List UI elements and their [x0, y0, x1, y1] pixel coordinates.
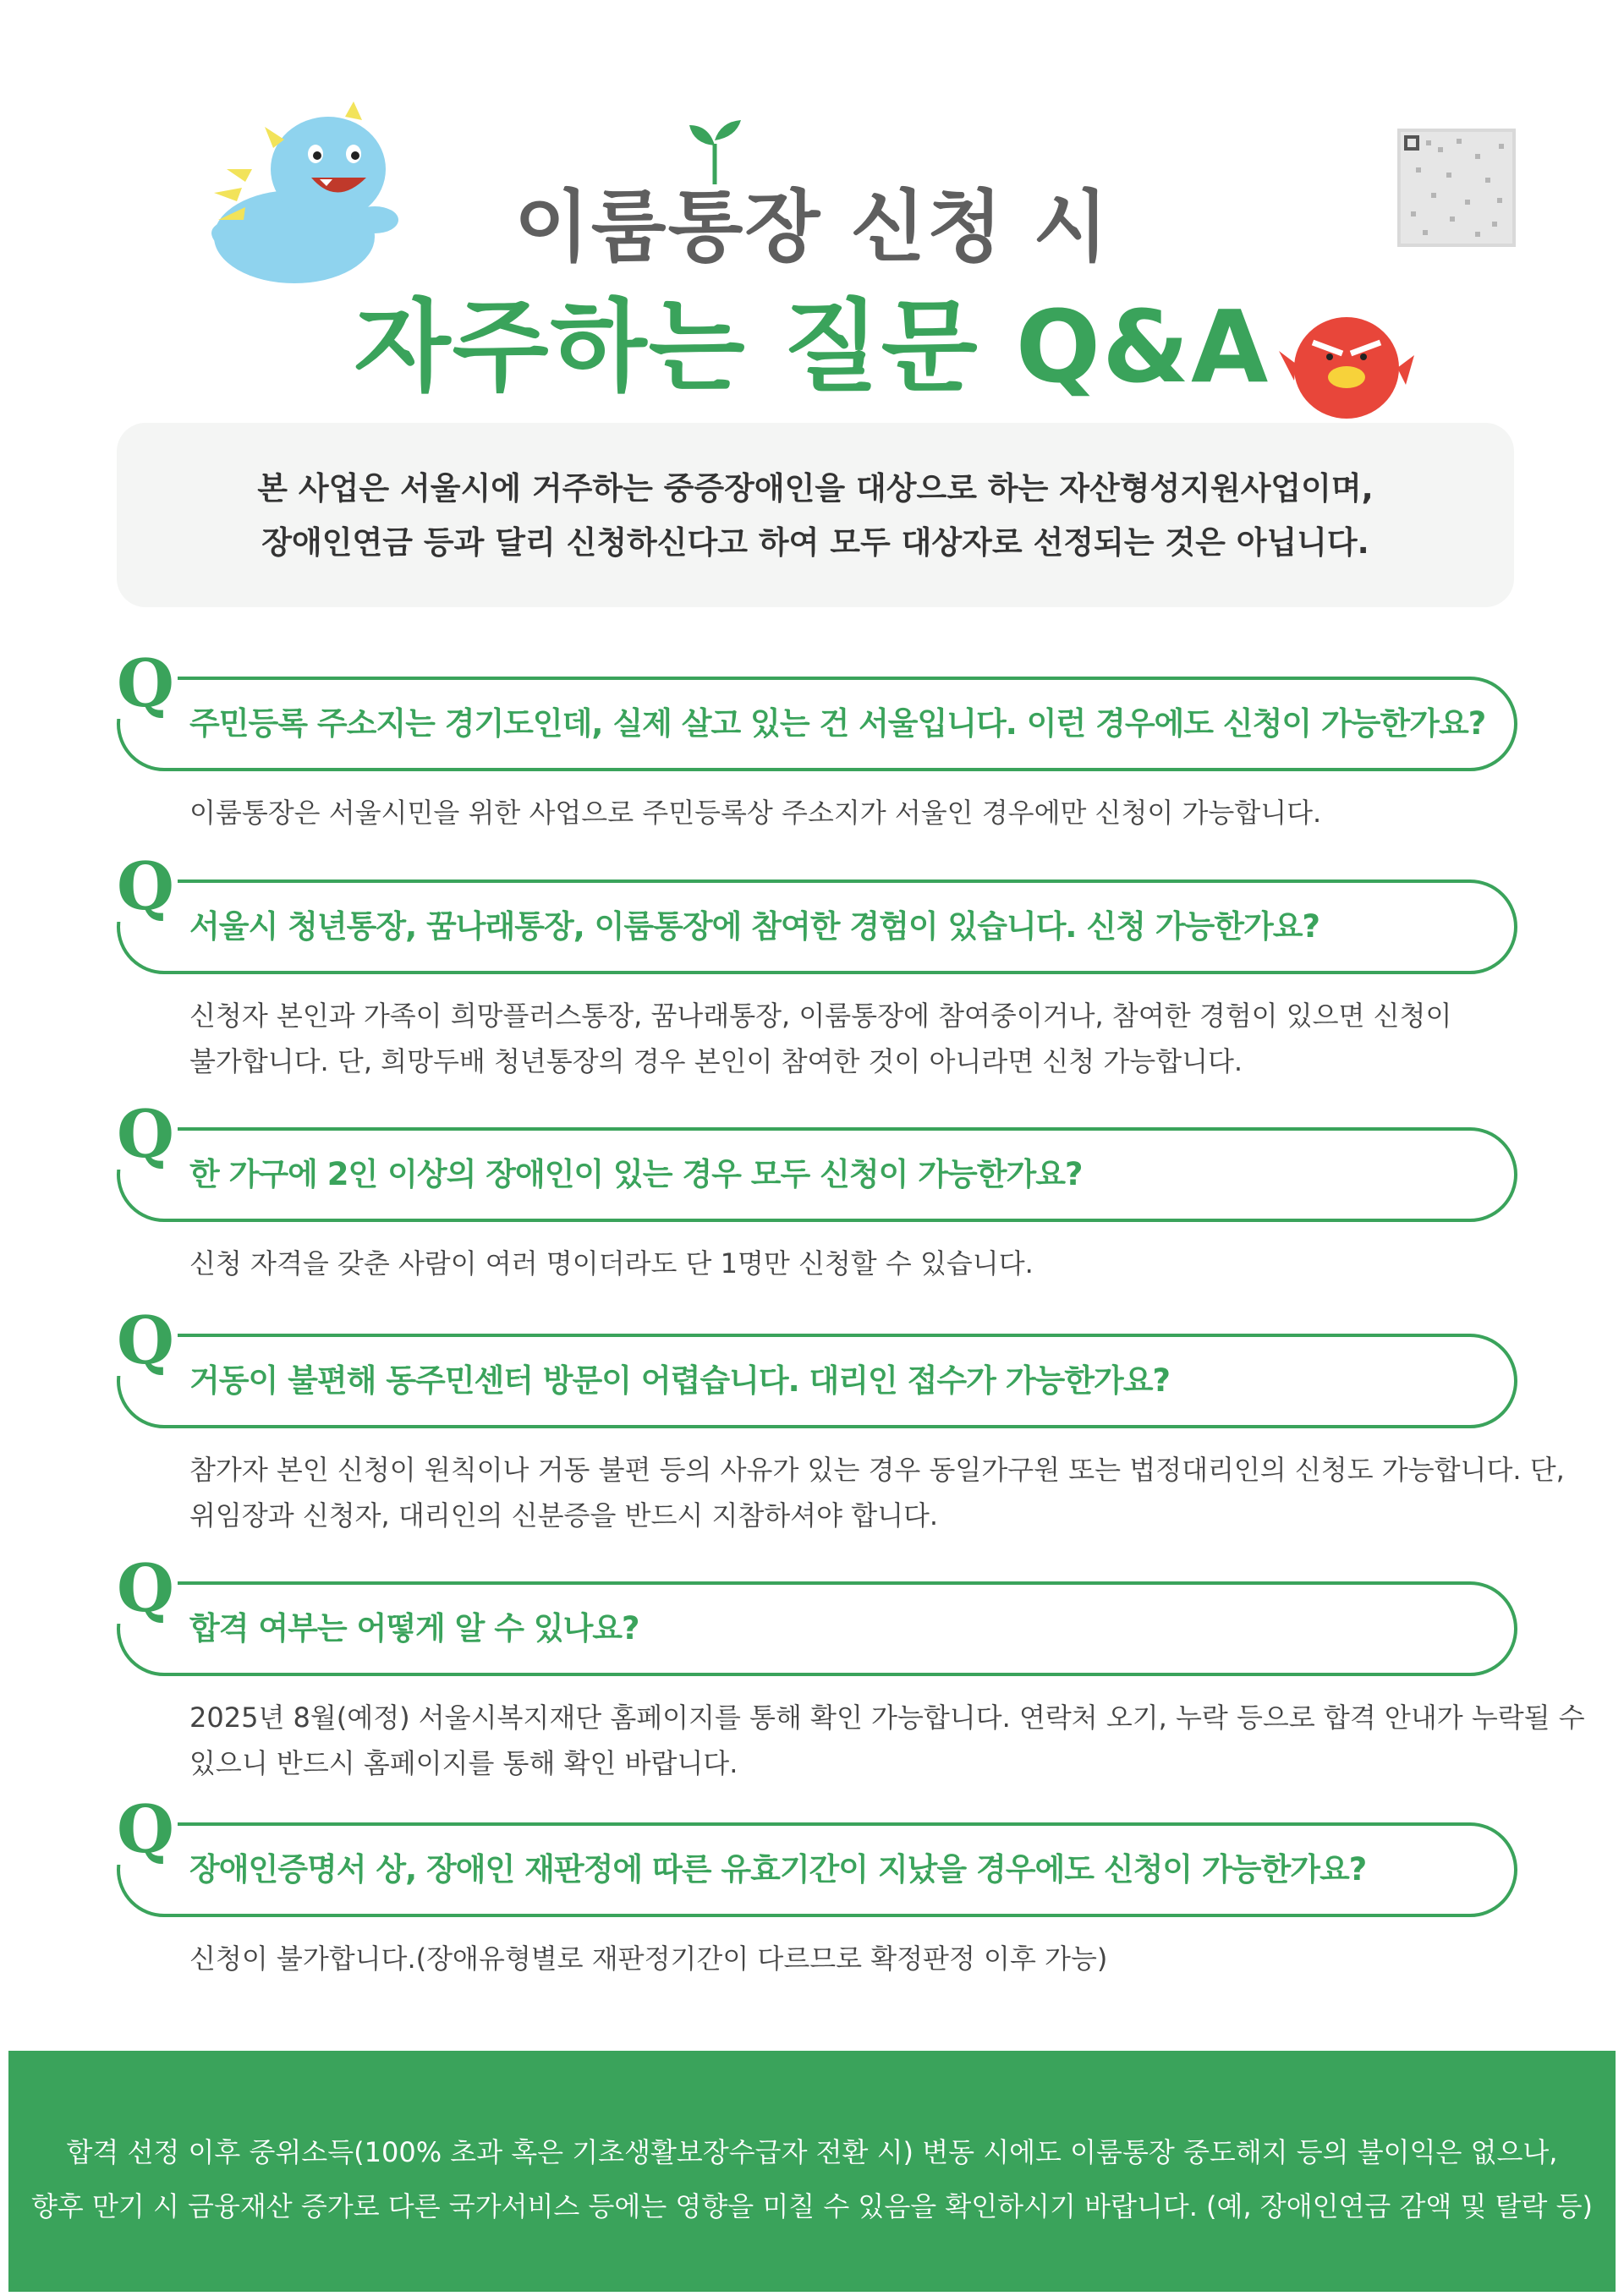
page-title-line1: 이룸통장 신청 시 — [513, 182, 1111, 272]
answer-line: 있으니 반드시 홈페이지를 통해 확인 바랍니다. — [189, 1747, 738, 1779]
question-pill — [117, 848, 1517, 974]
qa-item-2 — [117, 848, 1517, 1084]
intro-notice-box — [117, 423, 1514, 607]
answer-line: 불가합니다. 단, 희망두배 청년통장의 경우 본인이 참여한 것이 아니라면 신청 가능합니다. — [189, 1045, 1243, 1077]
q-marker-icon: Q — [113, 1795, 178, 1865]
answer-line: 2025년 8월(예정) 서울시복지재단 홈페이지를 통해 확인 가능합니다. 연락처 오기, 누락 등으로 합격 안내가 누락될 수 — [189, 1701, 1585, 1734]
red-bird-mascot-icon — [1279, 304, 1414, 426]
qa-item-3 — [117, 1096, 1517, 1286]
qa-item-1 — [117, 645, 1517, 836]
answer-line: 이룸통장은 서울시민을 위한 사업으로 주민등록상 주소지가 서울인 경우에만 신청이 가능합니다. — [189, 797, 1322, 829]
intro-line-2: 장애인연금 등과 달리 신청하신다고 하여 모두 대상자로 선정되는 것은 아닙니다. — [261, 524, 1369, 561]
footer-notice-band — [8, 2051, 1616, 2292]
answer-line: 위임장과 신청자, 대리인의 신분증을 반드시 지참하셔야 합니다. — [189, 1499, 939, 1532]
answer-line: 신청이 불가합니다.(장애유형별로 재판정기간이 다르므로 확정판정 이후 가능) — [189, 1943, 1108, 1975]
question-text: 합격 여부는 어떻게 알 수 있나요? — [189, 1610, 639, 1647]
qa-item-4 — [117, 1302, 1565, 1538]
answer-text — [189, 1241, 1509, 1286]
q-marker-icon: Q — [113, 1307, 178, 1376]
question-text: 거동이 불편해 동주민센터 방문이 어렵습니다. 대리인 접수가 가능한가요? — [189, 1362, 1170, 1399]
question-text: 한 가구에 2인 이상의 장애인이 있는 경우 모두 신청이 가능한가요? — [189, 1156, 1083, 1192]
answer-text — [189, 1936, 1509, 1981]
answer-text — [189, 1447, 1565, 1538]
qr-code-icon — [1397, 129, 1516, 247]
answer-line: 신청자 본인과 가족이 희망플러스통장, 꿈나래통장, 이룸통장에 참여중이거나, 참여한 경험이 있으면 신청이 — [189, 1000, 1452, 1032]
question-text: 서울시 청년통장, 꿈나래통장, 이룸통장에 참여한 경험이 있습니다. 신청 가능한가요? — [189, 908, 1320, 945]
question-pill — [117, 1302, 1517, 1428]
qa-item-5 — [117, 1550, 1585, 1786]
intro-line-1: 본 사업은 서울시에 거주하는 중증장애인을 대상으로 하는 자산형성지원사업이며, — [257, 470, 1374, 507]
footer-line-2: 향후 만기 시 금융재산 증가로 다른 국가서비스 등에는 영향을 미칠 수 있음을 확인하시기 바랍니다. (예, 장애인연금 감액 및 탈락 등) — [30, 2190, 1593, 2222]
answer-line: 신청 자격을 갖춘 사람이 여러 명이더라도 단 1명만 신청할 수 있습니다. — [189, 1247, 1034, 1280]
question-pill — [117, 645, 1517, 771]
question-text: 장애인증명서 상, 장애인 재판정에 따른 유효기간이 지났을 경우에도 신청이 가능한가요? — [189, 1851, 1367, 1888]
page-title-line2: 자주하는 질문 Q&A — [354, 288, 1270, 405]
footer-line-1: 합격 선정 이후 중위소득(100% 초과 혹은 기초생활보장수급자 전환 시) 변동 시에도 이룸통장 중도해지 등의 불이익은 없으나, — [66, 2136, 1558, 2168]
answer-line: 참가자 본인 신청이 원칙이나 거동 불편 등의 사유가 있는 경우 동일가구원 또는 법정대리인의 신청도 가능합니다. 단, — [189, 1454, 1565, 1486]
question-pill — [117, 1550, 1517, 1676]
q-marker-icon: Q — [113, 852, 178, 922]
answer-text — [189, 790, 1509, 836]
question-pill — [117, 1791, 1517, 1917]
q-marker-icon: Q — [113, 1100, 178, 1170]
question-pill — [117, 1096, 1517, 1222]
q-marker-icon: Q — [113, 1554, 178, 1624]
answer-text — [189, 1695, 1585, 1786]
answer-text — [189, 993, 1509, 1084]
question-text: 주민등록 주소지는 경기도인데, 실제 살고 있는 건 서울입니다. 이런 경우에도 신청이 가능한가요? — [189, 705, 1486, 742]
qa-item-6 — [117, 1791, 1517, 1981]
q-marker-icon: Q — [113, 649, 178, 719]
